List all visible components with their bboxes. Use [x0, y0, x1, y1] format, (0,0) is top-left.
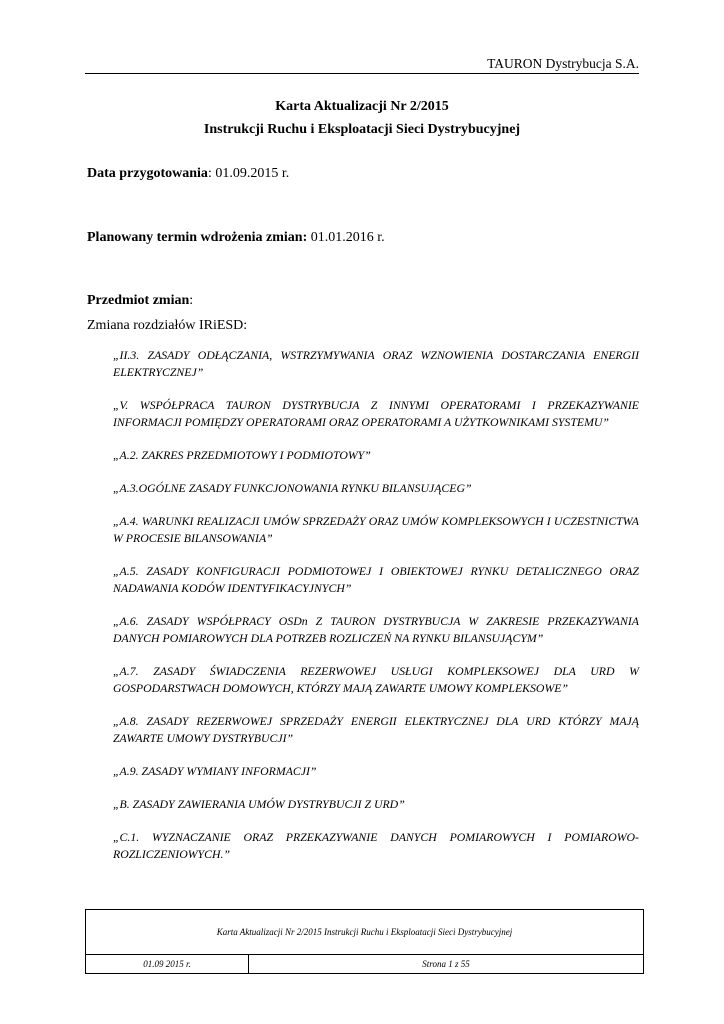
title-line-1: Karta Aktualizacji Nr 2/2015	[275, 99, 449, 114]
list-item: „B. ZASADY ZAWIERANIA UMÓW DYSTRYBUCJI Z URD”	[113, 797, 405, 811]
subject-label: Przedmiot zmian	[87, 293, 190, 308]
preparation-date-value: : 01.09.2015 r.	[207, 166, 290, 181]
footer-title: Karta Aktualizacji Nr 2/2015 Instrukcji Ruchu i Eksploatacji Sieci Dystrybucyjnej	[86, 910, 644, 955]
list-item: „A.6. ZASADY WSPÓŁPRACY OSDn Z TAURON DYSTRYBUCJA W ZAKRESIE PRZEKAZYWANIA DANYCH POMIAROWYCH DLA POTRZEB ROZLICZEŃ NA RYNKU BILANSUJĄCYM”	[113, 614, 639, 645]
footer-date: 01.09 2015 r.	[86, 955, 249, 974]
list-item: „A.4. WARUNKI REALIZACJI UMÓW SPRZEDAŻY ORAZ UMÓW KOMPLEKSOWYCH I UCZESTNICTWA W PROCESIE BILANSOWANIA”	[113, 514, 639, 545]
list-item: „C.1. WYZNACZANIE ORAZ PRZEKAZYWANIE DANYCH POMIAROWYCH I POMIAROWO-ROZLICZENIOWYCH.”	[113, 830, 639, 861]
subject-intro: Zmiana rozdziałów IRiESD:	[87, 318, 248, 333]
implementation-date-label: Planowany termin wdrożenia zmian:	[87, 230, 308, 245]
subject-heading	[87, 293, 193, 309]
changed-chapters-list	[113, 347, 639, 879]
list-item: „A.5. ZASADY KONFIGURACJI PODMIOTOWEJ I OBIEKTOWEJ RYNKU DETALICZNEGO ORAZ NADAWANIA KODÓW IDENTYFIKACYJNYCH”	[113, 564, 639, 595]
list-item: „A.7. ZASADY ŚWIADCZENIA REZERWOWEJ USŁUGI KOMPLEKSOWEJ DLA URD W GOSPODARSTWACH DOMOWYCH, KTÓRZY MAJĄ ZAWARTE UMOWY KOMPLEKSOWE”	[113, 664, 639, 695]
subject-suffix: :	[189, 293, 194, 308]
footer-table	[85, 909, 644, 974]
implementation-date-value: 01.01.2016 r.	[307, 230, 385, 245]
list-item: „II.3. ZASADY ODŁĄCZANIA, WSTRZYMYWANIA ORAZ WZNOWIENIA DOSTARCZANIA ENERGII ELEKTRYCZNEJ”	[113, 348, 639, 379]
preparation-date	[87, 166, 289, 182]
list-item: „V. WSPÓŁPRACA TAURON DYSTRYBUCJA Z INNYMI OPERATORAMI I PRZEKAZYWANIE INFORMACJI POMIĘDZY OPERATORAMI ORAZ OPERATORAMI A UŻYTKOWNIKAMI SYSTEMU”	[113, 398, 639, 429]
header-company-name: TAURON Dystrybucja S.A.	[487, 56, 639, 71]
document-title	[85, 95, 639, 141]
implementation-date	[87, 230, 385, 246]
list-item: „A.2. ZAKRES PRZEDMIOTOWY I PODMIOTOWY”	[113, 448, 371, 462]
list-item: „A.9. ZASADY WYMIANY INFORMACJI”	[113, 764, 317, 778]
list-item: „A.3.OGÓLNE ZASADY FUNKCJONOWANIA RYNKU BILANSUJĄCEG”	[113, 481, 472, 495]
list-item: „A.8. ZASADY REZERWOWEJ SPRZEDAŻY ENERGII ELEKTRYCZNEJ DLA URD KTÓRZY MAJĄ ZAWARTE UMOWY DYSTRYBUCJI”	[113, 714, 639, 745]
header-divider	[85, 73, 639, 74]
footer-page-number: Strona 1 z 55	[249, 955, 644, 974]
title-line-2: Instrukcji Ruchu i Eksploatacji Sieci Dystrybucyjnej	[203, 122, 521, 137]
preparation-date-label: Data przygotowania	[87, 166, 208, 181]
